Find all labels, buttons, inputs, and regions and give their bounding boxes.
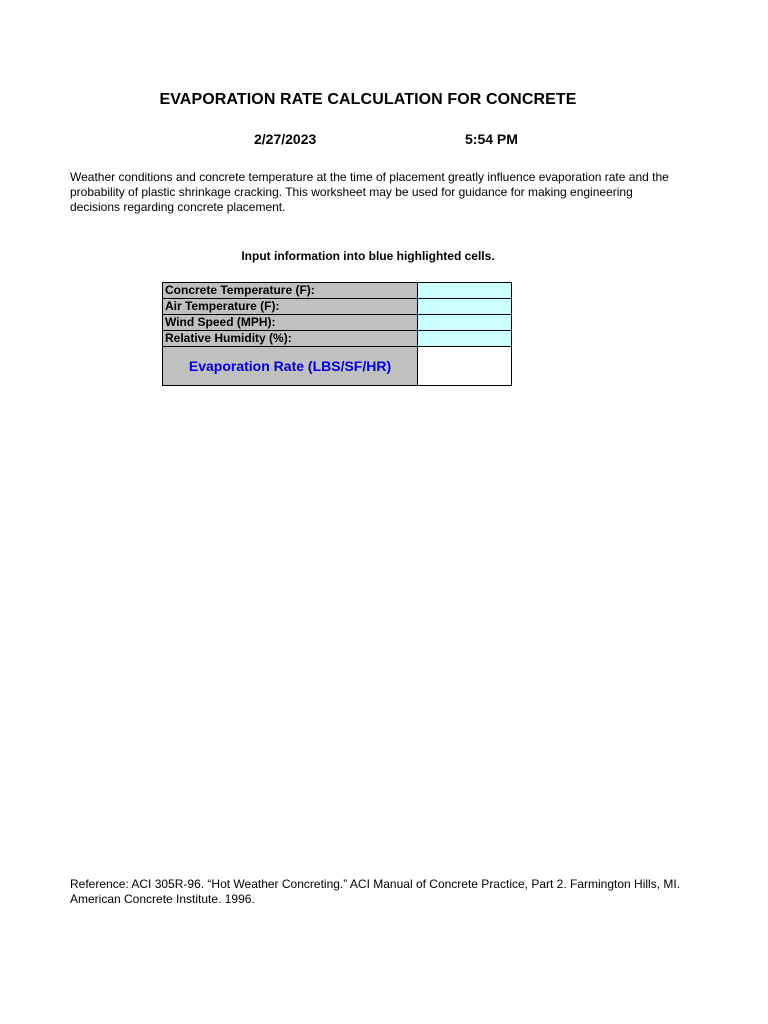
intro-paragraph: Weather conditions and concrete temperature at the time of placement greatly influence evaporation rate and the probability of plastic shrinkage cracking. This worksheet may be used for guidance for making engineering decisions regarding concrete placement. xyxy=(70,170,669,214)
air-temperature-label: Air Temperature (F): xyxy=(163,299,418,315)
evaporation-rate-label: Evaporation Rate (LBS/SF/HR) xyxy=(163,347,418,386)
concrete-temperature-input[interactable] xyxy=(418,283,512,299)
air-temperature-input[interactable] xyxy=(418,299,512,315)
document-title: EVAPORATION RATE CALCULATION FOR CONCRETE xyxy=(159,91,577,108)
result-row xyxy=(163,347,512,386)
evaporation-rate-value xyxy=(418,347,512,386)
instruction-text: Input information into blue highlighted cells. xyxy=(241,249,495,263)
date-value: 2/27/2023 xyxy=(254,131,317,147)
calculator-table xyxy=(162,282,512,386)
relative-humidity-label: Relative Humidity (%): xyxy=(163,331,418,347)
table-row xyxy=(163,331,512,347)
table-row xyxy=(163,299,512,315)
wind-speed-input[interactable] xyxy=(418,315,512,331)
relative-humidity-input[interactable] xyxy=(418,331,512,347)
wind-speed-label: Wind Speed (MPH): xyxy=(163,315,418,331)
table-row xyxy=(163,283,512,299)
reference-text: Reference: ACI 305R-96. “Hot Weather Concreting.” ACI Manual of Concrete Practice, Part 2. Farmington Hills, MI. American Concrete Institute. 1996. xyxy=(70,877,681,906)
concrete-temperature-label: Concrete Temperature (F): xyxy=(163,283,418,299)
table-row xyxy=(163,315,512,331)
time-value: 5:54 PM xyxy=(465,131,518,147)
